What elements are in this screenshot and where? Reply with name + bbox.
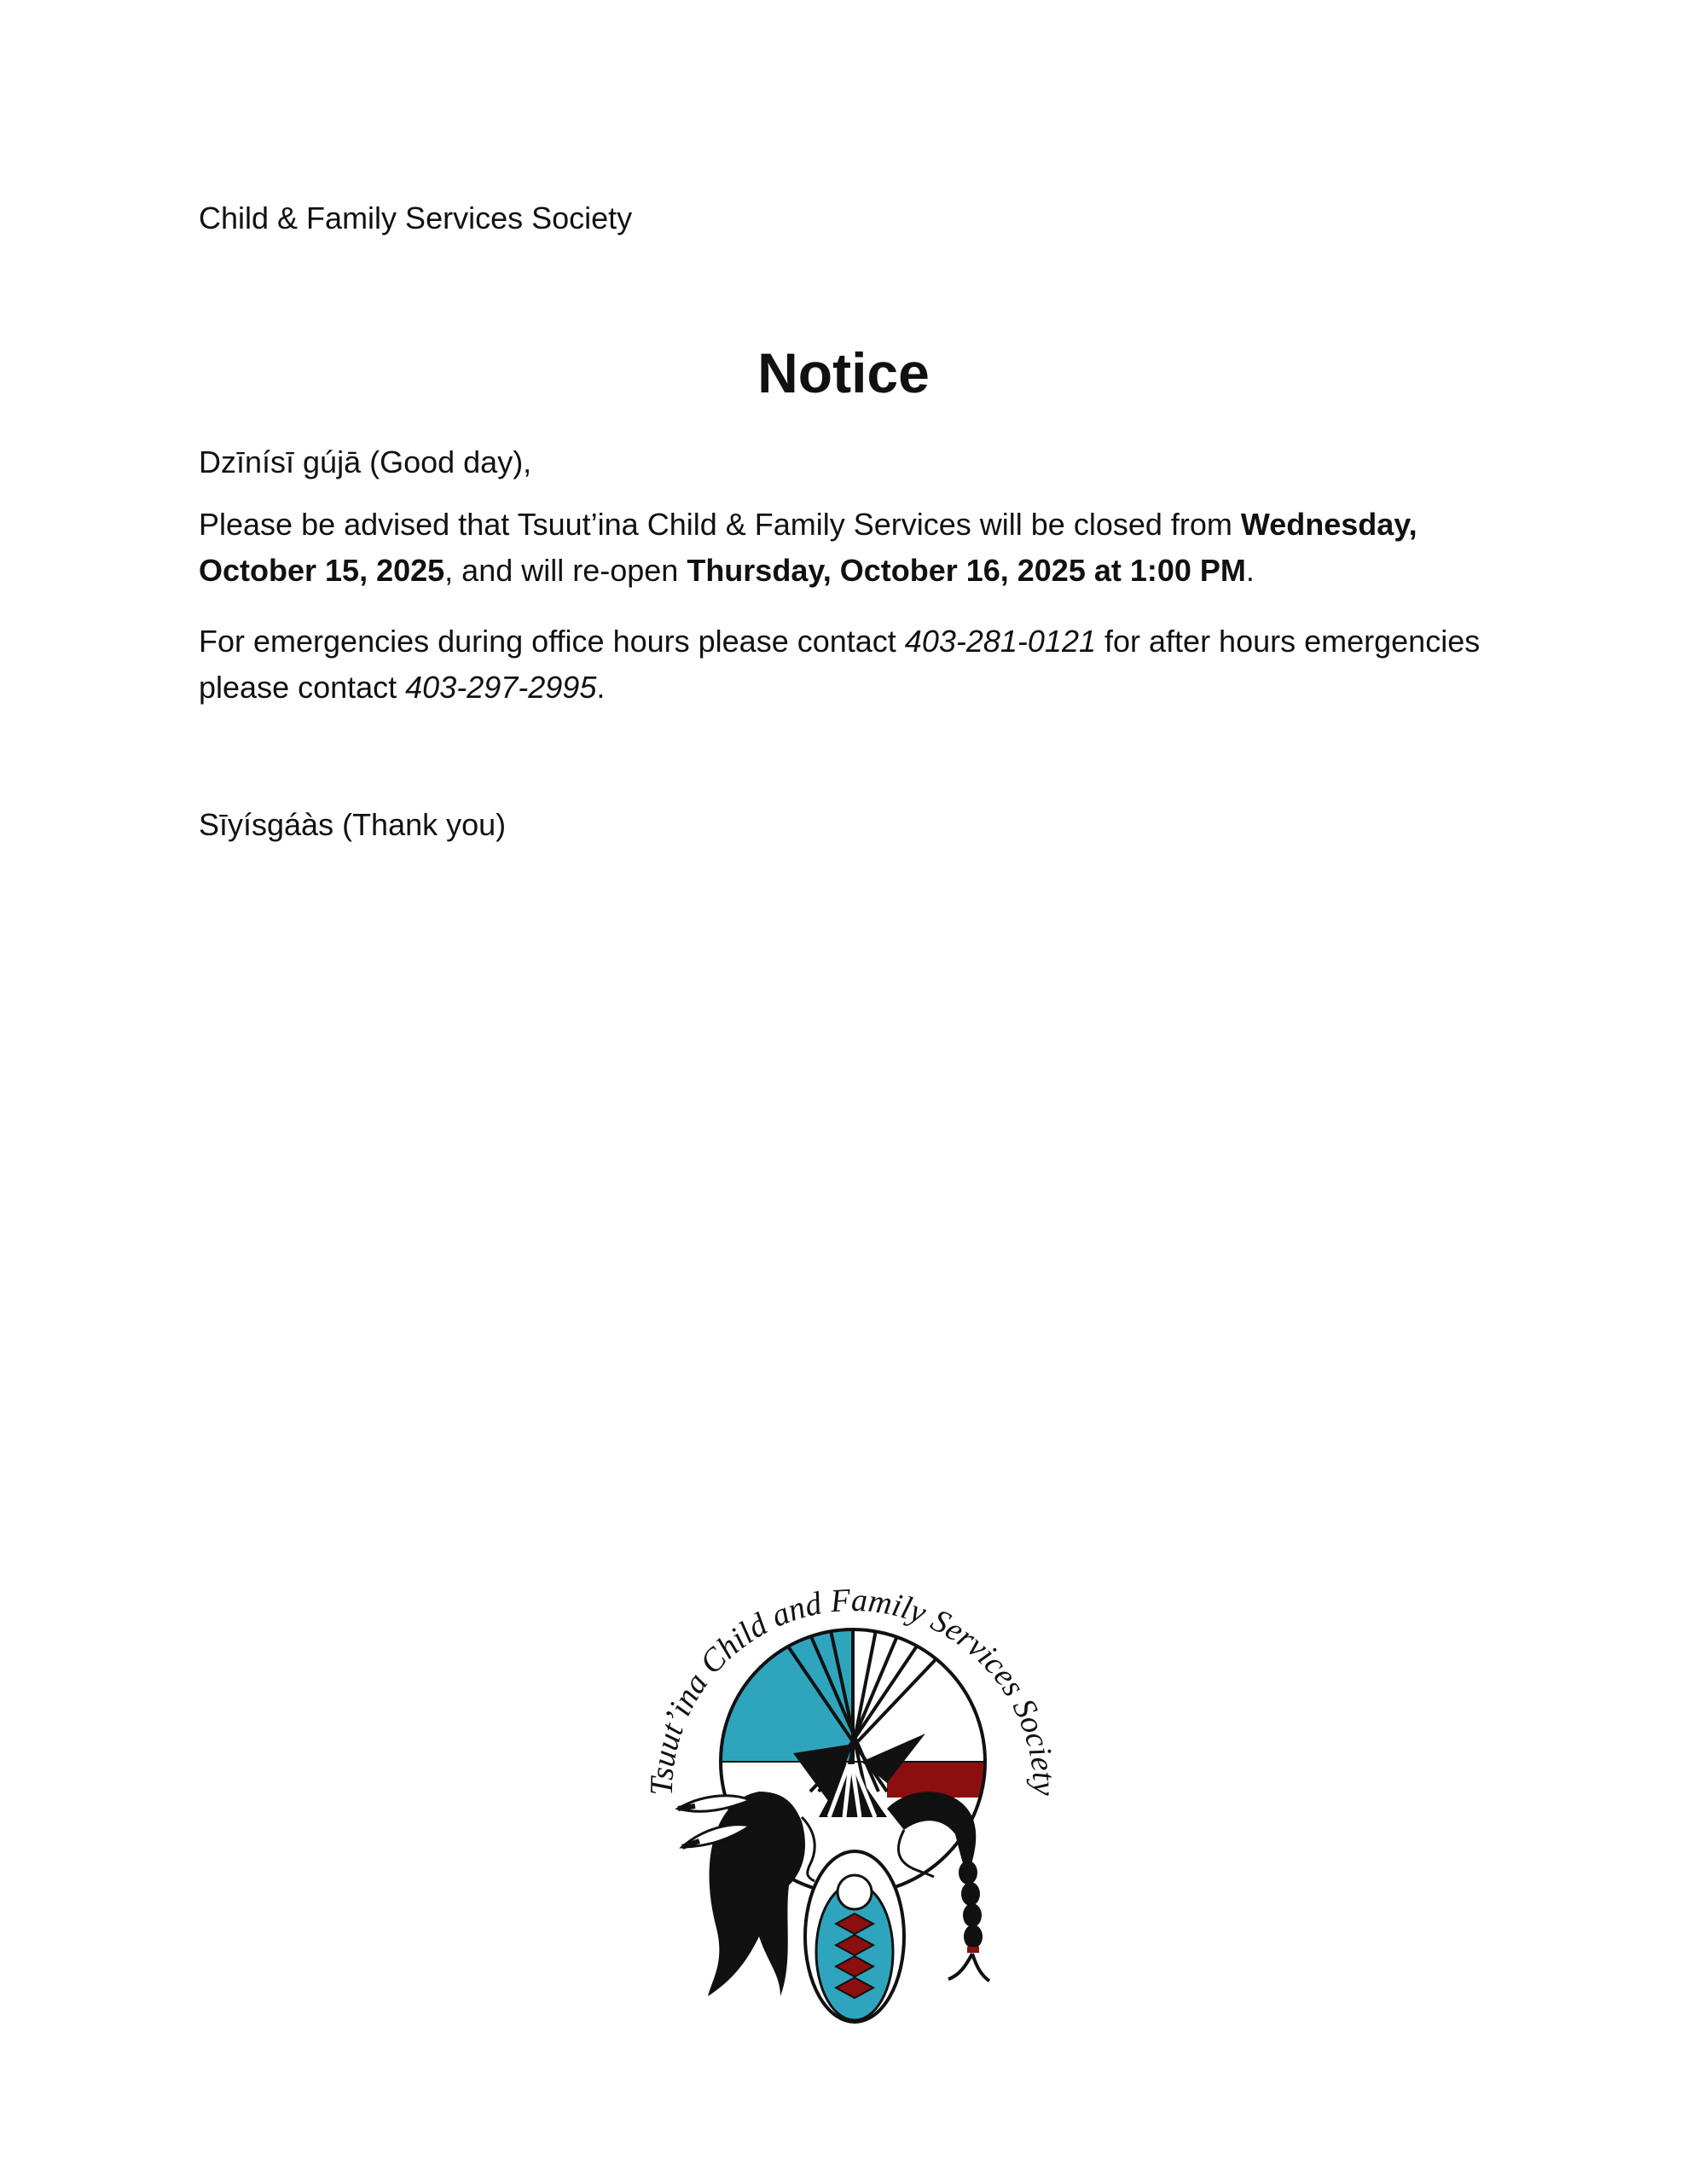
closure-text-3: . xyxy=(1245,553,1255,588)
cradleboard-icon xyxy=(805,1851,904,2022)
braid-icon xyxy=(948,1861,989,1981)
emergency-text-2: for after hours emergencies please contact xyxy=(199,624,1481,705)
closure-start-date: Wednesday, October 15, 2025 xyxy=(199,507,1417,588)
closure-text-2: , and will re-open xyxy=(444,553,687,588)
emergency-text-3: . xyxy=(596,670,606,705)
after-hours-phone: 403-297-2995 xyxy=(405,670,597,705)
office-hours-phone: 403-281-0121 xyxy=(904,624,1096,659)
greeting-text: Dzīnísī gújā (Good day), xyxy=(199,444,532,479)
closing-text: Sīyísgáàs (Thank you) xyxy=(199,807,507,842)
logo-lettering-path: Tsuut’ina Child and Family Services Society xyxy=(643,1582,1063,1796)
closure-paragraph xyxy=(199,502,1495,594)
society-logo xyxy=(631,1536,1075,2030)
reopen-date: Thursday, October 16, 2025 at 1:00 PM xyxy=(687,553,1246,588)
emergency-text-1: For emergencies during office hours please contact xyxy=(199,624,905,659)
notice-title: Notice xyxy=(757,341,930,404)
organization-header: Child & Family Services Society xyxy=(199,200,633,235)
emergency-paragraph xyxy=(199,619,1495,711)
closure-text-1: Please be advised that Tsuut’ina Child & Family Services will be closed from xyxy=(199,507,1241,542)
